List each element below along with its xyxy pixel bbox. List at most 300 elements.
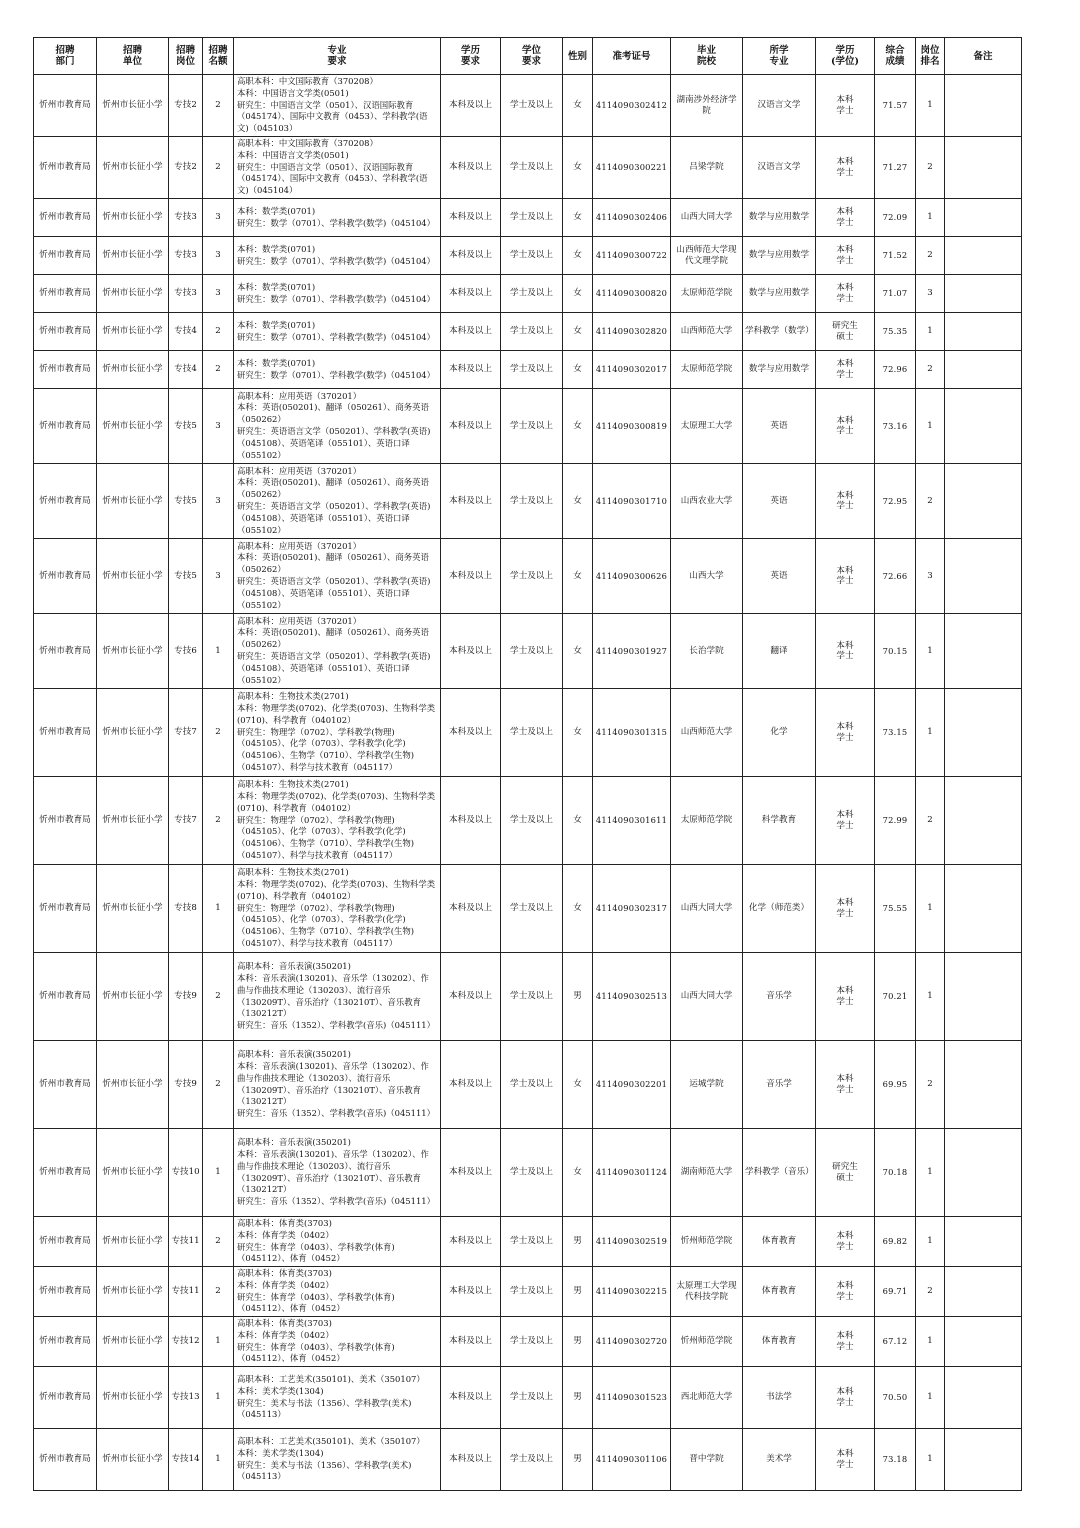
column-header-major: 专业 要求 bbox=[234, 38, 441, 75]
cell-unit: 忻州市长征小学 bbox=[97, 464, 169, 539]
cell-dept: 忻州市教育局 bbox=[34, 777, 97, 865]
cell-dept: 忻州市教育局 bbox=[34, 351, 97, 389]
cell-unit: 忻州市长征小学 bbox=[97, 237, 169, 275]
table-row bbox=[34, 953, 1022, 1041]
cell-school: 太原理工大学现代科技学院 bbox=[671, 1267, 743, 1317]
table-row bbox=[34, 137, 1022, 199]
cell-degree: 学士及以上 bbox=[501, 689, 563, 777]
cell-score: 69.95 bbox=[875, 1041, 916, 1129]
table-row bbox=[34, 313, 1022, 351]
cell-ticket: 4114090302201 bbox=[593, 1041, 671, 1129]
cell-unit: 忻州市长征小学 bbox=[97, 75, 169, 137]
cell-score: 75.35 bbox=[875, 313, 916, 351]
cell-sex: 女 bbox=[563, 865, 593, 953]
table-row bbox=[34, 389, 1022, 464]
cell-quota: 1 bbox=[203, 865, 234, 953]
cell-post: 专技9 bbox=[169, 953, 203, 1041]
cell-ticket: 4114090302215 bbox=[593, 1267, 671, 1317]
table-row bbox=[34, 351, 1022, 389]
cell-post: 专技10 bbox=[169, 1129, 203, 1217]
cell-rank: 2 bbox=[916, 351, 945, 389]
cell-ticket: 4114090300221 bbox=[593, 137, 671, 199]
cell-sex: 女 bbox=[563, 689, 593, 777]
cell-ticket: 4114090300820 bbox=[593, 275, 671, 313]
cell-sex: 女 bbox=[563, 777, 593, 865]
cell-studied: 体育教育 bbox=[743, 1217, 816, 1267]
table-row bbox=[34, 1367, 1022, 1429]
cell-post: 专技7 bbox=[169, 777, 203, 865]
cell-remark bbox=[945, 199, 1022, 237]
cell-quota: 2 bbox=[203, 313, 234, 351]
cell-post: 专技5 bbox=[169, 389, 203, 464]
cell-score: 73.15 bbox=[875, 689, 916, 777]
column-header-dept: 招聘 部门 bbox=[34, 38, 97, 75]
cell-major: 本科：数学类(0701) 研究生：数学（0701）、学科教学(数学)（045104） bbox=[234, 313, 441, 351]
cell-ticket: 4114090302513 bbox=[593, 953, 671, 1041]
cell-ticket: 4114090300722 bbox=[593, 237, 671, 275]
cell-studied: 化学（师范类） bbox=[743, 865, 816, 953]
cell-level: 本科 学士 bbox=[816, 1267, 875, 1317]
cell-major: 高职本科：中文国际教育（370208） 本科：中国语言文学类(0501) 研究生：中国语言文学（0501）、汉语国际教育（045174）、国际中文教育（0453）、学科教学(语文)（045103） bbox=[234, 75, 441, 137]
cell-post: 专技11 bbox=[169, 1267, 203, 1317]
cell-edu: 本科及以上 bbox=[441, 1267, 501, 1317]
cell-level: 本科 学士 bbox=[816, 614, 875, 689]
cell-school: 山西农业大学 bbox=[671, 464, 743, 539]
cell-rank: 1 bbox=[916, 1429, 945, 1491]
cell-unit: 忻州市长征小学 bbox=[97, 953, 169, 1041]
cell-school: 山西大同大学 bbox=[671, 199, 743, 237]
cell-remark bbox=[945, 865, 1022, 953]
cell-ticket: 4114090302317 bbox=[593, 865, 671, 953]
cell-level: 本科 学士 bbox=[816, 389, 875, 464]
cell-quota: 2 bbox=[203, 137, 234, 199]
cell-score: 69.71 bbox=[875, 1267, 916, 1317]
cell-level: 本科 学士 bbox=[816, 865, 875, 953]
cell-degree: 学士及以上 bbox=[501, 614, 563, 689]
table-row bbox=[34, 199, 1022, 237]
cell-unit: 忻州市长征小学 bbox=[97, 351, 169, 389]
table-row bbox=[34, 614, 1022, 689]
cell-sex: 女 bbox=[563, 1041, 593, 1129]
cell-post: 专技13 bbox=[169, 1367, 203, 1429]
cell-studied: 美术学 bbox=[743, 1429, 816, 1491]
cell-dept: 忻州市教育局 bbox=[34, 75, 97, 137]
cell-dept: 忻州市教育局 bbox=[34, 137, 97, 199]
cell-school: 忻州师范学院 bbox=[671, 1217, 743, 1267]
cell-level: 本科 学士 bbox=[816, 275, 875, 313]
cell-post: 专技6 bbox=[169, 614, 203, 689]
cell-dept: 忻州市教育局 bbox=[34, 389, 97, 464]
cell-unit: 忻州市长征小学 bbox=[97, 865, 169, 953]
column-header-ticket: 准考证号 bbox=[593, 38, 671, 75]
cell-score: 72.95 bbox=[875, 464, 916, 539]
cell-remark bbox=[945, 1429, 1022, 1491]
cell-major: 高职本科：应用英语（370201） 本科：英语(050201)、翻译（050261）、商务英语（050262） 研究生：英语语言文学（050201）、学科教学(英语)（045108）、英语笔译（055101）、英语口译（055102） bbox=[234, 464, 441, 539]
cell-dept: 忻州市教育局 bbox=[34, 953, 97, 1041]
cell-studied: 音乐学 bbox=[743, 953, 816, 1041]
table-row bbox=[34, 1267, 1022, 1317]
cell-quota: 3 bbox=[203, 464, 234, 539]
cell-level: 本科 学士 bbox=[816, 1217, 875, 1267]
cell-degree: 学士及以上 bbox=[501, 351, 563, 389]
cell-score: 67.12 bbox=[875, 1317, 916, 1367]
cell-score: 71.27 bbox=[875, 137, 916, 199]
cell-quota: 3 bbox=[203, 539, 234, 614]
cell-post: 专技7 bbox=[169, 689, 203, 777]
cell-major: 高职本科：生物技术类(2701) 本科：物理学类(0702)、化学类(0703)、生物科学类(0710)、科学教育（040102） 研究生：物理学（0702）、学科教学(物理)（045105）、化学（0703）、学科教学(化学)（045106）、生物学（0710）、学科教学(生物)（045107）、科学与技术教育（045117） bbox=[234, 865, 441, 953]
cell-remark bbox=[945, 137, 1022, 199]
cell-level: 本科 学士 bbox=[816, 351, 875, 389]
cell-degree: 学士及以上 bbox=[501, 1041, 563, 1129]
cell-rank: 2 bbox=[916, 1041, 945, 1129]
cell-edu: 本科及以上 bbox=[441, 1367, 501, 1429]
cell-sex: 男 bbox=[563, 953, 593, 1041]
cell-studied: 英语 bbox=[743, 539, 816, 614]
cell-school: 山西师范大学 bbox=[671, 689, 743, 777]
cell-degree: 学士及以上 bbox=[501, 539, 563, 614]
column-header-rank: 岗位 排名 bbox=[916, 38, 945, 75]
table-row bbox=[34, 1129, 1022, 1217]
cell-degree: 学士及以上 bbox=[501, 275, 563, 313]
cell-post: 专技2 bbox=[169, 75, 203, 137]
cell-remark bbox=[945, 953, 1022, 1041]
cell-post: 专技12 bbox=[169, 1317, 203, 1367]
cell-score: 75.55 bbox=[875, 865, 916, 953]
cell-edu: 本科及以上 bbox=[441, 1129, 501, 1217]
cell-level: 本科 学士 bbox=[816, 464, 875, 539]
cell-quota: 1 bbox=[203, 1429, 234, 1491]
cell-level: 本科 学士 bbox=[816, 1367, 875, 1429]
cell-sex: 男 bbox=[563, 1317, 593, 1367]
cell-edu: 本科及以上 bbox=[441, 953, 501, 1041]
cell-quota: 3 bbox=[203, 275, 234, 313]
cell-rank: 2 bbox=[916, 1267, 945, 1317]
cell-dept: 忻州市教育局 bbox=[34, 199, 97, 237]
cell-edu: 本科及以上 bbox=[441, 1429, 501, 1491]
column-header-studied: 所学 专业 bbox=[743, 38, 816, 75]
cell-degree: 学士及以上 bbox=[501, 137, 563, 199]
cell-remark bbox=[945, 1317, 1022, 1367]
cell-dept: 忻州市教育局 bbox=[34, 1317, 97, 1367]
cell-studied: 书法学 bbox=[743, 1367, 816, 1429]
column-header-score: 综合 成绩 bbox=[875, 38, 916, 75]
cell-ticket: 4114090302519 bbox=[593, 1217, 671, 1267]
cell-sex: 男 bbox=[563, 1217, 593, 1267]
table-row bbox=[34, 275, 1022, 313]
cell-major: 高职本科：生物技术类(2701) 本科：物理学类(0702)、化学类(0703)、生物科学类(0710)、科学教育（040102） 研究生：物理学（0702）、学科教学(物理)（045105）、化学（0703）、学科教学(化学)（045106）、生物学（0710）、学科教学(生物)（045107）、科学与技术教育（045117） bbox=[234, 689, 441, 777]
cell-school: 忻州师范学院 bbox=[671, 1317, 743, 1367]
cell-school: 太原师范学院 bbox=[671, 351, 743, 389]
cell-sex: 女 bbox=[563, 614, 593, 689]
cell-studied: 化学 bbox=[743, 689, 816, 777]
cell-studied: 科学教育 bbox=[743, 777, 816, 865]
cell-quota: 2 bbox=[203, 1267, 234, 1317]
table-row bbox=[34, 237, 1022, 275]
cell-dept: 忻州市教育局 bbox=[34, 1217, 97, 1267]
cell-remark bbox=[945, 1217, 1022, 1267]
cell-rank: 2 bbox=[916, 137, 945, 199]
cell-ticket: 4114090302412 bbox=[593, 75, 671, 137]
cell-quota: 3 bbox=[203, 199, 234, 237]
cell-unit: 忻州市长征小学 bbox=[97, 1367, 169, 1429]
cell-level: 本科 学士 bbox=[816, 953, 875, 1041]
cell-studied: 体育教育 bbox=[743, 1267, 816, 1317]
cell-remark bbox=[945, 237, 1022, 275]
cell-major: 高职本科：体育类(3703) 本科：体育学类（0402） 研究生：体育学（0403）、学科教学(体育)（045112）、体育（0452） bbox=[234, 1317, 441, 1367]
cell-major: 本科：数学类(0701) 研究生：数学（0701）、学科教学(数学)（045104） bbox=[234, 237, 441, 275]
cell-remark bbox=[945, 75, 1022, 137]
cell-edu: 本科及以上 bbox=[441, 137, 501, 199]
cell-sex: 女 bbox=[563, 75, 593, 137]
cell-rank: 1 bbox=[916, 313, 945, 351]
cell-post: 专技11 bbox=[169, 1217, 203, 1267]
results-table bbox=[33, 37, 1022, 1491]
cell-rank: 2 bbox=[916, 237, 945, 275]
cell-post: 专技9 bbox=[169, 1041, 203, 1129]
table-row bbox=[34, 75, 1022, 137]
cell-major: 本科：数学类(0701) 研究生：数学（0701）、学科教学(数学)（045104） bbox=[234, 275, 441, 313]
cell-sex: 女 bbox=[563, 313, 593, 351]
cell-edu: 本科及以上 bbox=[441, 75, 501, 137]
cell-post: 专技4 bbox=[169, 313, 203, 351]
cell-quota: 2 bbox=[203, 689, 234, 777]
cell-unit: 忻州市长征小学 bbox=[97, 275, 169, 313]
cell-unit: 忻州市长征小学 bbox=[97, 199, 169, 237]
cell-dept: 忻州市教育局 bbox=[34, 313, 97, 351]
cell-unit: 忻州市长征小学 bbox=[97, 137, 169, 199]
cell-school: 山西大同大学 bbox=[671, 953, 743, 1041]
cell-degree: 学士及以上 bbox=[501, 75, 563, 137]
cell-school: 运城学院 bbox=[671, 1041, 743, 1129]
cell-level: 研究生 硕士 bbox=[816, 1129, 875, 1217]
cell-dept: 忻州市教育局 bbox=[34, 539, 97, 614]
cell-ticket: 4114090301927 bbox=[593, 614, 671, 689]
cell-edu: 本科及以上 bbox=[441, 865, 501, 953]
cell-degree: 学士及以上 bbox=[501, 464, 563, 539]
cell-unit: 忻州市长征小学 bbox=[97, 1267, 169, 1317]
cell-edu: 本科及以上 bbox=[441, 313, 501, 351]
column-header-degree: 学位 要求 bbox=[501, 38, 563, 75]
cell-major: 高职本科：音乐表演(350201) 本科：音乐表演(130201)、音乐学（130202）、作曲与作曲技术理论（130203）、流行音乐（130209T）、音乐治疗（130210T）、音乐教育（130212T） 研究生：音乐（1352）、学科教学(音乐)（045111） bbox=[234, 1041, 441, 1129]
cell-score: 71.07 bbox=[875, 275, 916, 313]
cell-rank: 1 bbox=[916, 953, 945, 1041]
column-header-quota: 招聘 名额 bbox=[203, 38, 234, 75]
cell-sex: 女 bbox=[563, 237, 593, 275]
table-row bbox=[34, 1317, 1022, 1367]
cell-rank: 1 bbox=[916, 1317, 945, 1367]
cell-score: 72.66 bbox=[875, 539, 916, 614]
cell-unit: 忻州市长征小学 bbox=[97, 539, 169, 614]
cell-level: 本科 学士 bbox=[816, 1317, 875, 1367]
cell-studied: 学科教学（音乐） bbox=[743, 1129, 816, 1217]
cell-quota: 1 bbox=[203, 1129, 234, 1217]
cell-school: 山西大学 bbox=[671, 539, 743, 614]
cell-level: 本科 学士 bbox=[816, 237, 875, 275]
cell-level: 本科 学士 bbox=[816, 1429, 875, 1491]
cell-rank: 1 bbox=[916, 1129, 945, 1217]
cell-dept: 忻州市教育局 bbox=[34, 275, 97, 313]
table-row bbox=[34, 1041, 1022, 1129]
cell-edu: 本科及以上 bbox=[441, 1041, 501, 1129]
cell-major: 高职本科：工艺美术(350101)、美术（350107） 本科：美术学类(1304) 研究生：美术与书法（1356）、学科教学(美术)（045113） bbox=[234, 1429, 441, 1491]
cell-major: 高职本科：生物技术类(2701) 本科：物理学类(0702)、化学类(0703)、生物科学类(0710)、科学教育（040102） 研究生：物理学（0702）、学科教学(物理)（045105）、化学（0703）、学科教学(化学)（045106）、生物学（0710）、学科教学(生物)（045107）、科学与技术教育（045117） bbox=[234, 777, 441, 865]
cell-school: 湖南师范大学 bbox=[671, 1129, 743, 1217]
cell-level: 本科 学士 bbox=[816, 137, 875, 199]
cell-studied: 体育教育 bbox=[743, 1317, 816, 1367]
cell-ticket: 4114090302406 bbox=[593, 199, 671, 237]
cell-sex: 男 bbox=[563, 1429, 593, 1491]
table-row bbox=[34, 865, 1022, 953]
cell-quota: 2 bbox=[203, 351, 234, 389]
cell-sex: 男 bbox=[563, 1267, 593, 1317]
cell-dept: 忻州市教育局 bbox=[34, 1367, 97, 1429]
cell-degree: 学士及以上 bbox=[501, 1129, 563, 1217]
cell-edu: 本科及以上 bbox=[441, 1217, 501, 1267]
cell-post: 专技8 bbox=[169, 865, 203, 953]
column-header-school: 毕业 院校 bbox=[671, 38, 743, 75]
cell-unit: 忻州市长征小学 bbox=[97, 614, 169, 689]
cell-dept: 忻州市教育局 bbox=[34, 689, 97, 777]
cell-edu: 本科及以上 bbox=[441, 539, 501, 614]
cell-edu: 本科及以上 bbox=[441, 199, 501, 237]
cell-rank: 1 bbox=[916, 689, 945, 777]
cell-quota: 3 bbox=[203, 237, 234, 275]
column-header-post: 招聘 岗位 bbox=[169, 38, 203, 75]
cell-dept: 忻州市教育局 bbox=[34, 865, 97, 953]
table-row bbox=[34, 1217, 1022, 1267]
cell-score: 72.09 bbox=[875, 199, 916, 237]
cell-score: 70.50 bbox=[875, 1367, 916, 1429]
cell-quota: 2 bbox=[203, 777, 234, 865]
cell-major: 高职本科：音乐表演(350201) 本科：音乐表演(130201)、音乐学（130202）、作曲与作曲技术理论（130203）、流行音乐（130209T）、音乐治疗（130210T）、音乐教育（130212T） 研究生：音乐（1352）、学科教学(音乐)（045111） bbox=[234, 1129, 441, 1217]
cell-remark bbox=[945, 1267, 1022, 1317]
cell-school: 山西师范大学现代文理学院 bbox=[671, 237, 743, 275]
cell-edu: 本科及以上 bbox=[441, 275, 501, 313]
cell-ticket: 4114090302820 bbox=[593, 313, 671, 351]
cell-unit: 忻州市长征小学 bbox=[97, 689, 169, 777]
cell-post: 专技3 bbox=[169, 275, 203, 313]
cell-school: 太原师范学院 bbox=[671, 275, 743, 313]
cell-level: 本科 学士 bbox=[816, 539, 875, 614]
cell-unit: 忻州市长征小学 bbox=[97, 1041, 169, 1129]
cell-sex: 男 bbox=[563, 1367, 593, 1429]
cell-rank: 2 bbox=[916, 464, 945, 539]
cell-level: 本科 学士 bbox=[816, 1041, 875, 1129]
cell-score: 70.15 bbox=[875, 614, 916, 689]
cell-studied: 数学与应用数学 bbox=[743, 351, 816, 389]
cell-edu: 本科及以上 bbox=[441, 237, 501, 275]
cell-ticket: 4114090301315 bbox=[593, 689, 671, 777]
cell-ticket: 4114090301106 bbox=[593, 1429, 671, 1491]
cell-score: 73.18 bbox=[875, 1429, 916, 1491]
cell-score: 69.82 bbox=[875, 1217, 916, 1267]
cell-major: 高职本科：音乐表演(350201) 本科：音乐表演(130201)、音乐学（130202）、作曲与作曲技术理论（130203）、流行音乐（130209T）、音乐治疗（130210T）、音乐教育（130212T） 研究生：音乐（1352）、学科教学(音乐)（045111） bbox=[234, 953, 441, 1041]
cell-score: 72.96 bbox=[875, 351, 916, 389]
cell-level: 研究生 硕士 bbox=[816, 313, 875, 351]
cell-edu: 本科及以上 bbox=[441, 614, 501, 689]
cell-major: 本科：数学类(0701) 研究生：数学（0701）、学科教学(数学)（045104） bbox=[234, 199, 441, 237]
cell-remark bbox=[945, 351, 1022, 389]
cell-post: 专技14 bbox=[169, 1429, 203, 1491]
cell-ticket: 4114090301710 bbox=[593, 464, 671, 539]
table-body bbox=[34, 75, 1022, 1491]
cell-quota: 1 bbox=[203, 1317, 234, 1367]
column-header-unit: 招聘 单位 bbox=[97, 38, 169, 75]
cell-edu: 本科及以上 bbox=[441, 351, 501, 389]
cell-quota: 2 bbox=[203, 1041, 234, 1129]
cell-studied: 英语 bbox=[743, 464, 816, 539]
cell-school: 吕梁学院 bbox=[671, 137, 743, 199]
cell-post: 专技5 bbox=[169, 539, 203, 614]
cell-school: 长治学院 bbox=[671, 614, 743, 689]
table-row bbox=[34, 539, 1022, 614]
cell-unit: 忻州市长征小学 bbox=[97, 389, 169, 464]
cell-level: 本科 学士 bbox=[816, 199, 875, 237]
cell-degree: 学士及以上 bbox=[501, 953, 563, 1041]
cell-rank: 2 bbox=[916, 777, 945, 865]
cell-major: 本科：数学类(0701) 研究生：数学（0701）、学科教学(数学)（045104） bbox=[234, 351, 441, 389]
cell-sex: 女 bbox=[563, 389, 593, 464]
cell-score: 70.18 bbox=[875, 1129, 916, 1217]
cell-edu: 本科及以上 bbox=[441, 777, 501, 865]
cell-remark bbox=[945, 689, 1022, 777]
cell-rank: 1 bbox=[916, 389, 945, 464]
cell-studied: 学科教学（数学） bbox=[743, 313, 816, 351]
cell-post: 专技3 bbox=[169, 237, 203, 275]
cell-studied: 汉语言文学 bbox=[743, 75, 816, 137]
cell-dept: 忻州市教育局 bbox=[34, 1267, 97, 1317]
cell-remark bbox=[945, 539, 1022, 614]
cell-edu: 本科及以上 bbox=[441, 1317, 501, 1367]
cell-major: 高职本科：体育类(3703) 本科：体育学类（0402） 研究生：体育学（0403）、学科教学(体育)（045112）、体育（0452） bbox=[234, 1217, 441, 1267]
cell-dept: 忻州市教育局 bbox=[34, 464, 97, 539]
cell-studied: 数学与应用数学 bbox=[743, 237, 816, 275]
cell-sex: 女 bbox=[563, 199, 593, 237]
cell-unit: 忻州市长征小学 bbox=[97, 313, 169, 351]
cell-level: 本科 学士 bbox=[816, 75, 875, 137]
cell-studied: 数学与应用数学 bbox=[743, 199, 816, 237]
table-row bbox=[34, 689, 1022, 777]
cell-rank: 3 bbox=[916, 539, 945, 614]
cell-edu: 本科及以上 bbox=[441, 689, 501, 777]
cell-sex: 女 bbox=[563, 275, 593, 313]
cell-remark bbox=[945, 1129, 1022, 1217]
cell-level: 本科 学士 bbox=[816, 777, 875, 865]
cell-degree: 学士及以上 bbox=[501, 1267, 563, 1317]
cell-unit: 忻州市长征小学 bbox=[97, 777, 169, 865]
cell-school: 湖南涉外经济学院 bbox=[671, 75, 743, 137]
cell-remark bbox=[945, 1367, 1022, 1429]
cell-edu: 本科及以上 bbox=[441, 464, 501, 539]
column-header-edu: 学历 要求 bbox=[441, 38, 501, 75]
cell-school: 太原理工大学 bbox=[671, 389, 743, 464]
cell-post: 专技5 bbox=[169, 464, 203, 539]
cell-sex: 女 bbox=[563, 351, 593, 389]
cell-school: 西北师范大学 bbox=[671, 1367, 743, 1429]
column-header-remark: 备注 bbox=[945, 38, 1022, 75]
cell-major: 高职本科：应用英语（370201） 本科：英语(050201)、翻译（050261）、商务英语（050262） 研究生：英语语言文学（050201）、学科教学(英语)（045108）、英语笔译（055101）、英语口译（055102） bbox=[234, 539, 441, 614]
cell-school: 太原师范学院 bbox=[671, 777, 743, 865]
cell-studied: 音乐学 bbox=[743, 1041, 816, 1129]
cell-quota: 2 bbox=[203, 75, 234, 137]
cell-level: 本科 学士 bbox=[816, 689, 875, 777]
cell-rank: 3 bbox=[916, 275, 945, 313]
cell-ticket: 4114090301523 bbox=[593, 1367, 671, 1429]
cell-major: 高职本科：中文国际教育（370208） 本科：中国语言文学类(0501) 研究生：中国语言文学（0501）、汉语国际教育（045174）、国际中文教育（0453）、学科教学(语文)（045104） bbox=[234, 137, 441, 199]
cell-studied: 汉语言文学 bbox=[743, 137, 816, 199]
cell-dept: 忻州市教育局 bbox=[34, 614, 97, 689]
cell-rank: 1 bbox=[916, 1217, 945, 1267]
